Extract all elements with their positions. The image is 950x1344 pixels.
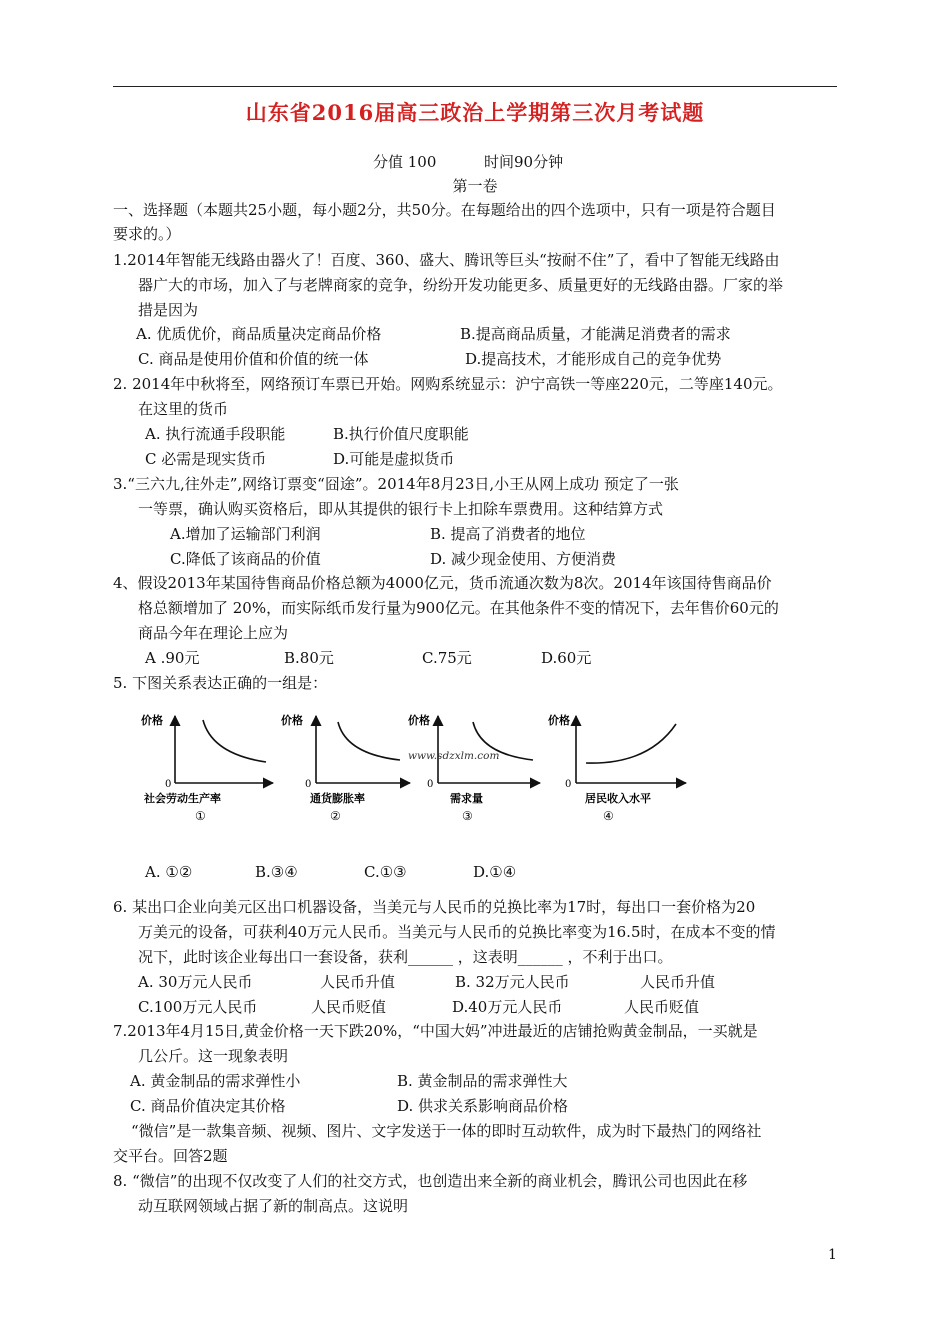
q6-option-c-currency: 人民币贬值 xyxy=(311,998,387,1016)
graph-4-number: ④ xyxy=(603,809,614,823)
q7-option-d: D. 供求关系影响商品价格 xyxy=(397,1097,569,1115)
graph-4 xyxy=(548,713,686,823)
q2-option-d: D.可能是虚拟货币 xyxy=(333,450,455,468)
graph-1-ylabel: 价格 xyxy=(141,714,163,727)
graph-2-origin: 0 xyxy=(305,779,312,790)
graph-1-origin: 0 xyxy=(165,779,172,790)
q5-option-b: B.③④ xyxy=(255,863,298,881)
q1-option-a: A. 优质优价，商品质量决定商品价格 xyxy=(136,325,382,343)
q7-option-a: A. 黄金制品的需求弹性小 xyxy=(130,1072,301,1090)
q6-line3: 况下，此时该企业每出口一套设备，获利______ ，这表明______ ，不利于出口。 xyxy=(138,948,673,966)
q7-line2: 几公斤。这一现象表明 xyxy=(138,1047,289,1065)
score-info: 分值 100 xyxy=(373,153,437,171)
q6-option-c: C.100万元人民币 xyxy=(138,998,258,1016)
exam-title: 山东省2016届高三政治上学期第三次月考试题 xyxy=(245,100,705,125)
graph-2-number: ② xyxy=(330,809,341,823)
graph-4-origin: 0 xyxy=(565,779,572,790)
section-heading-cont: 要求的。） xyxy=(113,225,181,243)
q6-option-d-currency: 人民币贬值 xyxy=(624,998,700,1016)
q4-line3: 商品今年在理论上应为 xyxy=(138,624,289,642)
q1-line3: 措是因为 xyxy=(138,301,199,319)
q2-line2: 在这里的货币 xyxy=(138,400,229,418)
q2-option-a: A. 执行流通手段职能 xyxy=(145,425,286,443)
graph-3-ylabel: 价格 xyxy=(408,714,430,727)
graph-2-curve xyxy=(338,722,400,760)
graph-3 xyxy=(408,713,540,823)
q1-line1: 1.2014年智能无线路由器火了！百度、360、盛大、腾讯等巨头“按耐不住”了，看中了智能无线路由 xyxy=(113,251,780,269)
q5-option-d: D.①④ xyxy=(473,863,517,881)
graph-2-xlabel: 通货膨胀率 xyxy=(310,792,365,805)
q3-option-b: B. 提高了消费者的地位 xyxy=(430,525,586,543)
q1-line2: 器广大的市场，加入了与老牌商家的竞争，纷纷开发功能更多、质量更好的无线路由器。厂家的举 xyxy=(138,276,784,294)
graph-2 xyxy=(281,713,410,823)
q4-option-d: D.60元 xyxy=(541,649,592,667)
graph-3-number: ③ xyxy=(462,809,473,823)
q8-intro-line1: “微信”是一款集音频、视频、图片、文字发送于一体的即时互动软件，成为时下最热门的网络社 xyxy=(131,1122,762,1140)
q6-option-a: A. 30万元人民币 xyxy=(138,973,253,991)
volume-label: 第一卷 xyxy=(452,177,498,195)
q5-graphs-figure xyxy=(138,708,738,828)
q8-line1: 8. “微信”的出现不仅改变了人们的社交方式，也创造出来全新的商业机会，腾讯公司也因此在移 xyxy=(113,1172,748,1190)
q5-option-c: C.①③ xyxy=(364,863,407,881)
graph-4-xlabel: 居民收入水平 xyxy=(585,792,651,805)
graph-2-ylabel: 价格 xyxy=(281,714,303,727)
q6-line1: 6. 某出口企业向美元区出口机器设备，当美元与人民币的兑换比率为17时，每出口一套价格为20 xyxy=(113,898,756,916)
section-heading: 一、选择题（本题共25小题，每小题2分，共50分。在每题给出的四个选项中，只有一项是符合题目 xyxy=(113,201,776,219)
q6-option-a-currency: 人民币升值 xyxy=(320,973,396,991)
graph-4-ylabel: 价格 xyxy=(548,714,570,727)
q2-line1: 2. 2014年中秋将至，网络预订车票已开始。网购系统显示：沪宁高铁一等座220元，二等座140元。 xyxy=(113,375,783,393)
q6-option-d: D.40万元人民币 xyxy=(452,998,563,1016)
q7-option-c: C. 商品价值决定其价格 xyxy=(130,1097,286,1115)
q6-line2: 万美元的设备，可获利40万元人民币。当美元与人民币的兑换比率变为16.5时，在成本不变的情 xyxy=(138,923,776,941)
q1-option-b: B.提高商品质量，才能满足消费者的需求 xyxy=(460,325,731,343)
header-rule xyxy=(113,86,837,87)
q3-option-a: A.增加了运输部门利润 xyxy=(170,525,321,543)
q4-option-c: C.75元 xyxy=(422,649,472,667)
q7-line1: 7.2013年4月15日,黄金价格一天下跌20%，“中国大妈”冲进最近的店铺抢购黄金制品，一买就是 xyxy=(113,1022,758,1040)
q3-line2: 一等票，确认购买资格后，即从其提供的银行卡上扣除车票费用。这种结算方式 xyxy=(138,500,664,518)
watermark: www.sdzxlm.com xyxy=(408,750,500,762)
q5-line1: 5. 下图关系表达正确的一组是： xyxy=(113,674,328,692)
graph-1 xyxy=(141,713,273,823)
q7-option-b: B. 黄金制品的需求弹性大 xyxy=(397,1072,568,1090)
q4-option-a: A .90元 xyxy=(145,649,200,667)
q2-option-c: C 必需是现实货币 xyxy=(145,450,267,468)
q3-line1: 3.“三六九,往外走”,网络订票变“囧途”。2014年8月23日,小王从网上成功 预定了一张 xyxy=(113,475,679,493)
graph-3-origin: 0 xyxy=(427,779,434,790)
q3-option-c: C.降低了该商品的价值 xyxy=(170,550,321,568)
graph-1-number: ① xyxy=(195,809,206,823)
q3-option-d: D. 减少现金使用、方便消费 xyxy=(430,550,617,568)
graph-4-curve xyxy=(586,724,676,763)
page-number: 1 xyxy=(828,1247,837,1263)
q1-option-c: C. 商品是使用价值和价值的统一体 xyxy=(138,350,369,368)
q4-option-b: B.80元 xyxy=(284,649,334,667)
q5-option-a: A. ①② xyxy=(145,863,193,881)
q4-line1: 4、假设2013年某国待售商品价格总额为4000亿元，货币流通次数为8次。2014年该国待售商品价 xyxy=(113,574,772,592)
graph-3-xlabel: 需求量 xyxy=(450,792,483,805)
q4-line2: 格总额增加了 20%，而实际纸币发行量为900亿元。在其他条件不变的情况下，去年售价60元的 xyxy=(138,599,779,617)
q6-option-b-currency: 人民币升值 xyxy=(640,973,716,991)
q6-option-b: B. 32万元人民币 xyxy=(455,973,570,991)
q8-intro-line2: 交平台。回答2题 xyxy=(113,1147,228,1165)
q2-option-b: B.执行价值尺度职能 xyxy=(333,425,469,443)
graph-1-xlabel: 社会劳动生产率 xyxy=(144,792,221,805)
q1-option-d: D.提高技术，才能形成自己的竞争优势 xyxy=(465,350,722,368)
q8-line2: 动互联网领域占据了新的制高点。这说明 xyxy=(138,1197,409,1215)
graph-1-curve xyxy=(203,720,266,762)
time-info: 时间90分钟 xyxy=(484,153,564,171)
